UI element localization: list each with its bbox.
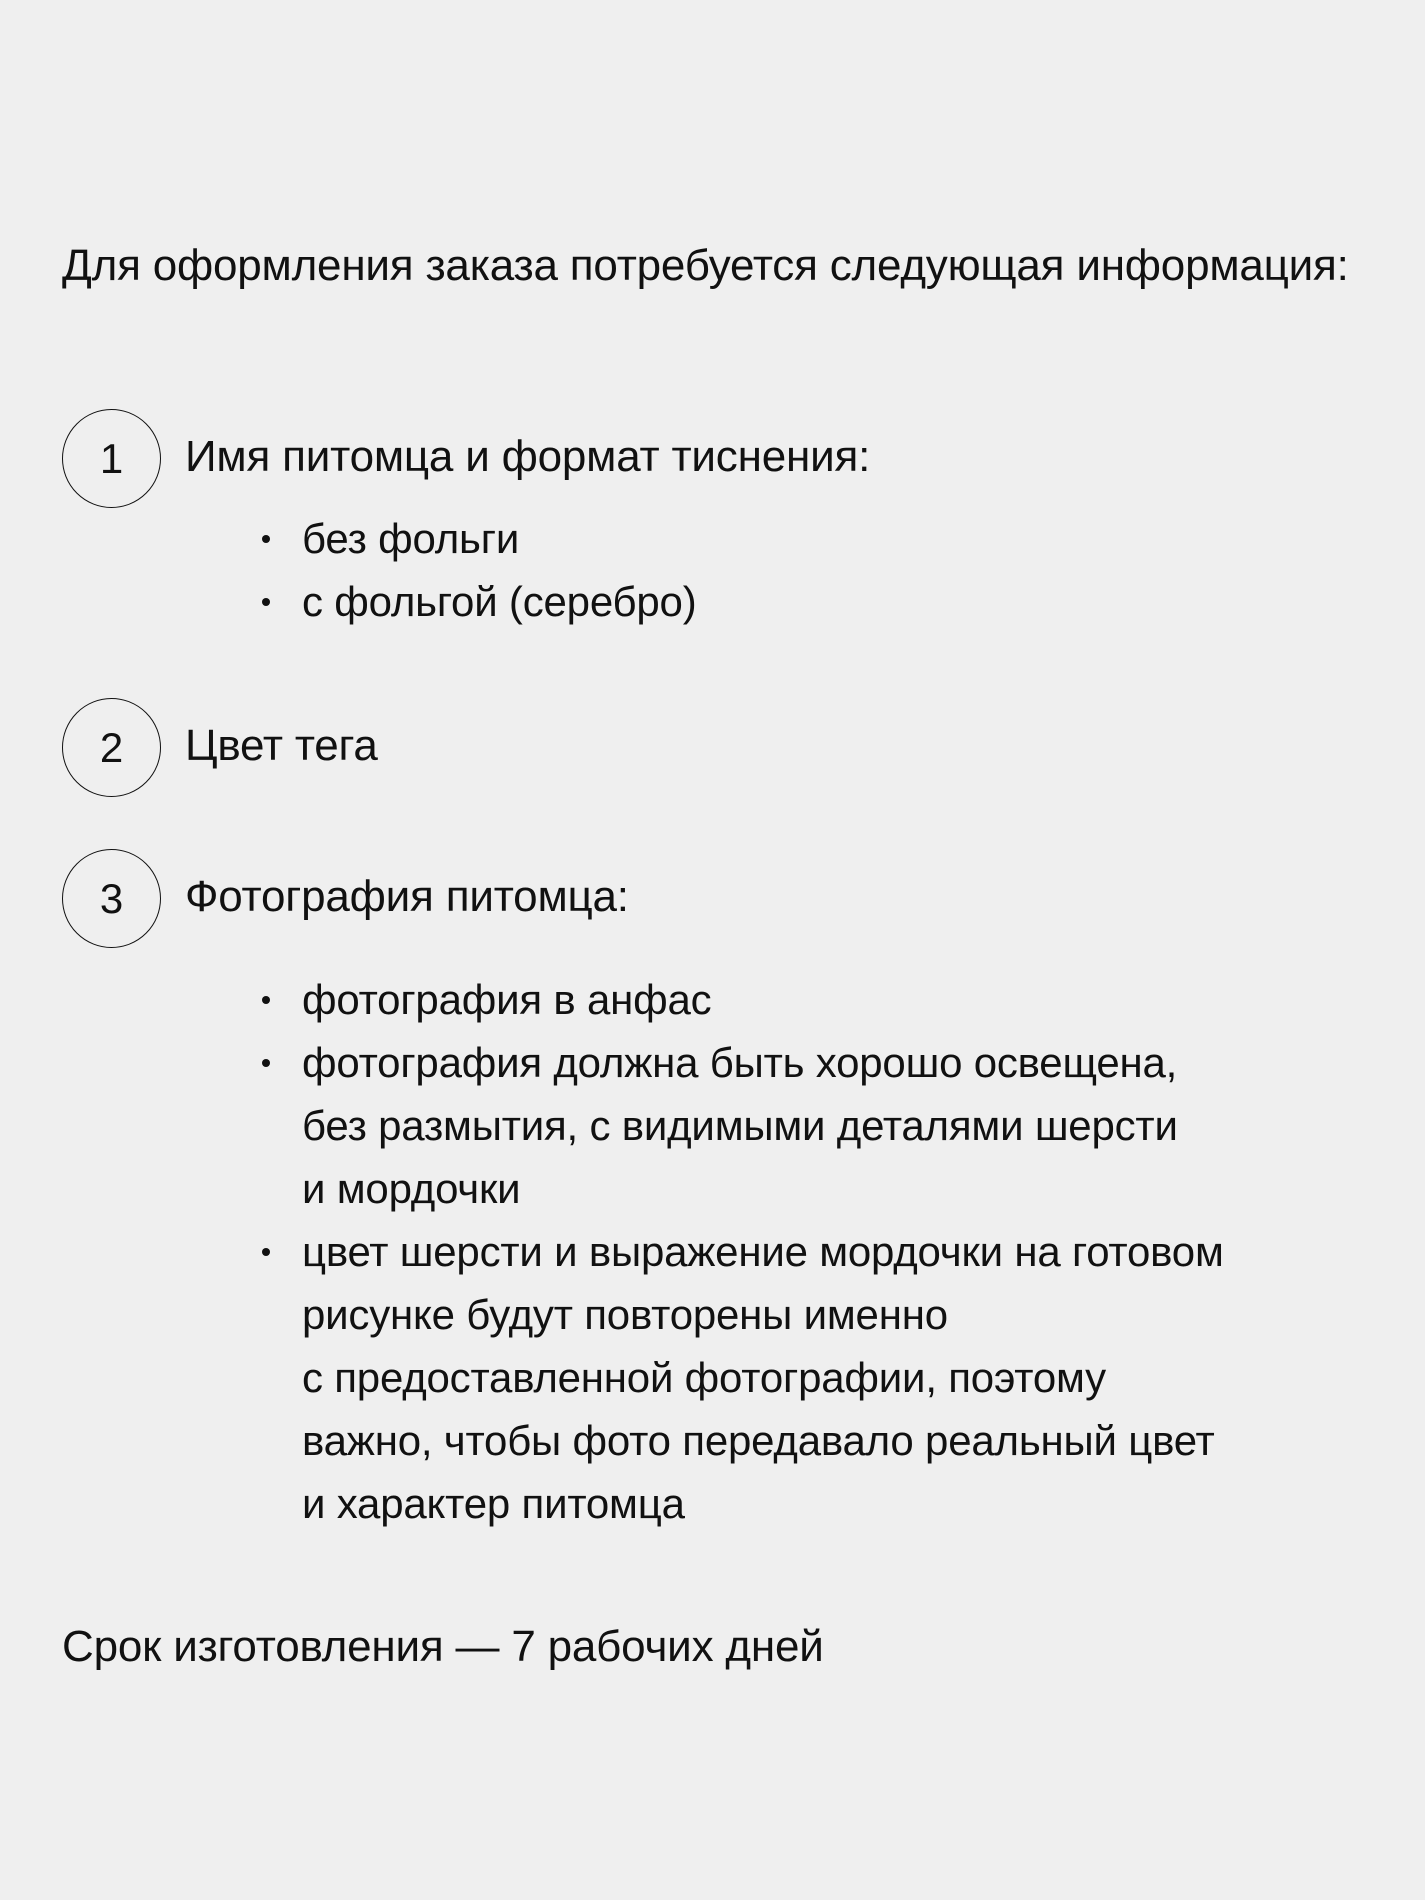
- step-number: 3: [99, 874, 124, 922]
- list-item-text-line: цвет шерсти и выражение мордочки на готовом: [302, 1228, 1224, 1275]
- list-item-text-line: рисунке будут повторены именно: [302, 1291, 948, 1338]
- list-item: [254, 570, 696, 633]
- list-item-text-line: без размытия, с видимыми деталями шерсти: [302, 1102, 1178, 1149]
- list-item-text: без фольги: [302, 515, 520, 562]
- step-1-options-list: [254, 507, 696, 633]
- production-time-text: Срок изготовления — 7 рабочих дней: [62, 1622, 824, 1671]
- step-title: Имя питомца и формат тиснения:: [185, 432, 871, 481]
- list-item-text-line: важно, чтобы фото передавало реальный цвет: [302, 1417, 1215, 1464]
- step-number-badge: [62, 698, 161, 797]
- list-item-text: с фольгой (серебро): [302, 578, 697, 625]
- bullet-icon: [262, 535, 270, 543]
- list-item-text-line: и характер питомца: [302, 1480, 685, 1527]
- list-item: [254, 1031, 1224, 1220]
- list-item-text-line: фотография должна быть хорошо освещена,: [302, 1039, 1178, 1086]
- list-item-text-line: с предоставленной фотографии, поэтому: [302, 1354, 1106, 1401]
- list-item-text-line: и мордочки: [302, 1165, 521, 1212]
- step-title: Цвет тега: [185, 721, 378, 770]
- list-item-text: фотография в анфас: [302, 976, 712, 1023]
- step-number: 1: [99, 434, 124, 482]
- step-title: Фотография питомца:: [185, 872, 629, 921]
- bullet-icon: [262, 598, 270, 606]
- list-item: [254, 507, 696, 570]
- step-number-badge: [62, 849, 161, 948]
- list-item: [254, 968, 1224, 1031]
- list-item: [254, 1220, 1224, 1535]
- step-3-requirements-list: [254, 968, 1224, 1535]
- step-number: 2: [99, 723, 124, 771]
- bullet-icon: [262, 996, 270, 1004]
- bullet-icon: [262, 1248, 270, 1256]
- step-number-badge: [62, 409, 161, 508]
- intro-text: Для оформления заказа потребуется следующая информация:: [62, 241, 1349, 290]
- bullet-icon: [262, 1059, 270, 1067]
